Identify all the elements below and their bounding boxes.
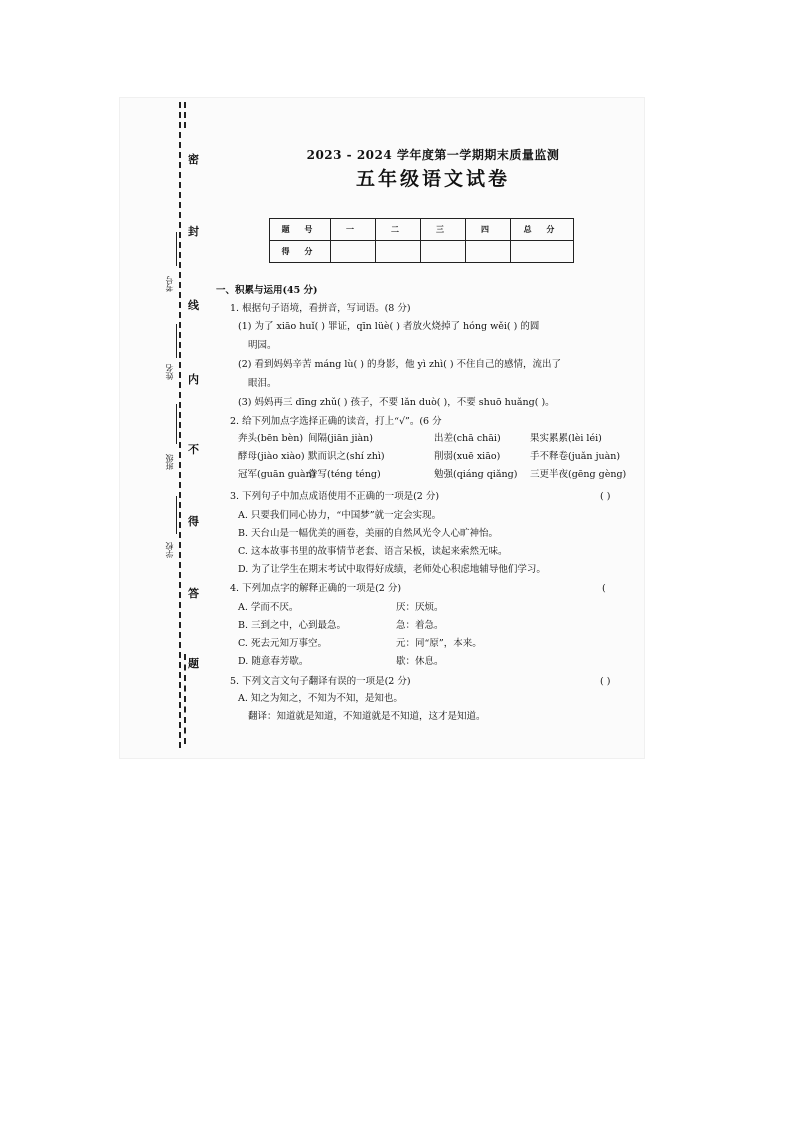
option-a: A. 学而不厌。 <box>238 602 299 613</box>
seal-line-bottom <box>184 654 186 744</box>
question-1-line: 明园。 <box>248 340 277 351</box>
option-c-meaning: 元：同“原”，本来。 <box>396 638 482 649</box>
score-table <box>269 218 574 263</box>
answer-paren[interactable]: ( ) <box>600 491 611 502</box>
option-a: A. 只要我们同心协力，“中国梦”就一定会实现。 <box>238 510 442 521</box>
pinyin-option[interactable]: 间隔(jiān jiàn) <box>308 433 373 444</box>
score-header-cell: 三 <box>421 219 466 241</box>
score-cell[interactable] <box>376 241 421 263</box>
score-header-cell: 总 分 <box>511 219 574 241</box>
question-1-line: 眼泪。 <box>248 378 277 389</box>
score-header-cell: 四 <box>466 219 511 241</box>
exam-title: 2023 - 2024 学年度第一学期期末质量监测 <box>306 148 560 162</box>
pinyin-option[interactable]: 默而识之(shí zhì) <box>308 451 385 462</box>
option-d: D. 为了让学生在期末考试中取得好成绩，老师处心积虑地辅导他们学习。 <box>238 564 546 575</box>
score-row-label: 得 分 <box>270 241 331 263</box>
field-class: 班级 <box>165 454 174 470</box>
pinyin-option[interactable]: 手不释卷(juǎn juàn) <box>530 451 621 462</box>
seal-char: 答 <box>188 587 199 600</box>
score-cell[interactable] <box>421 241 466 263</box>
score-cell[interactable] <box>331 241 376 263</box>
option-b-meaning: 急：着急。 <box>396 620 444 631</box>
score-header-cell: 一 <box>331 219 376 241</box>
field-school: 学校 <box>165 542 174 558</box>
pinyin-option[interactable]: 奔头(bēn bèn) <box>238 433 304 444</box>
pinyin-option[interactable]: 誊写(téng téng) <box>308 469 381 480</box>
score-cell[interactable] <box>511 241 574 263</box>
seal-char: 内 <box>188 373 199 386</box>
pinyin-option[interactable]: 勉强(qiáng qiǎng) <box>434 469 518 480</box>
field-name-line <box>176 324 177 358</box>
option-d-meaning: 歇：休息。 <box>396 656 444 667</box>
seal-char: 封 <box>188 225 199 238</box>
field-class-line <box>176 404 177 444</box>
translation: 翻译：知道就是知道，不知道就是不知道，这才是知道。 <box>248 711 486 722</box>
question-1-line: (1) 为了 xiāo huǐ( ) 罪证，qīn lüè( ) 者放火烧掉了 hóng wěi( ) 的圆 <box>238 321 540 332</box>
exam-page <box>120 98 644 758</box>
question-2-stem: 2. 给下列加点字选择正确的读音，打上“√”。(6 分 <box>230 416 442 427</box>
question-4-stem: 4. 下列加点字的解释正确的一项是(2 分) <box>230 583 402 594</box>
score-header-cell: 题 号 <box>270 219 331 241</box>
option-b: B. 天台山是一幅优美的画卷，美丽的自然风光令人心旷神怡。 <box>238 528 499 539</box>
option-a: A. 知之为知之，不知为不知，是知也。 <box>238 693 403 704</box>
section-heading: 一、积累与运用(45 分) <box>216 285 318 296</box>
pinyin-option[interactable]: 果实累累(lèi léi) <box>530 433 602 444</box>
question-3-stem: 3. 下列句子中加点成语使用不正确的一项是(2 分) <box>230 491 440 502</box>
option-a-meaning: 厌：厌烦。 <box>396 602 444 613</box>
field-school-line <box>176 496 177 534</box>
seal-char: 题 <box>188 657 199 670</box>
seal-line <box>179 102 181 748</box>
pinyin-option[interactable]: 三更半夜(gēng gèng) <box>530 469 627 480</box>
answer-paren[interactable]: ( <box>602 583 606 594</box>
exam-subtitle: 五年级语文试卷 <box>355 168 510 190</box>
option-b: B. 三到之中，心到最急。 <box>238 620 347 631</box>
field-exam-number: 考号 <box>165 276 174 292</box>
option-d: D. 随意春芳歇。 <box>238 656 309 667</box>
option-c: C. 这本故事书里的故事情节老套、语言呆板，读起来索然无味。 <box>238 546 508 557</box>
pinyin-option[interactable]: 冠军(guān guàn) <box>238 469 316 480</box>
seal-char: 密 <box>188 153 199 166</box>
seal-margin <box>120 98 200 758</box>
seal-char: 线 <box>188 299 199 312</box>
pinyin-option[interactable]: 酵母(jiào xiào) <box>238 451 305 462</box>
score-cell[interactable] <box>466 241 511 263</box>
seal-char: 不 <box>188 443 199 456</box>
option-c: C. 死去元知万事空。 <box>238 638 327 649</box>
question-1-line: (3) 妈妈再三 dīng zhǔ( ) 孩子，不要 lǎn duò( )，不要 shuō huǎng( )。 <box>238 397 555 408</box>
seal-char: 得 <box>188 515 199 528</box>
question-1-stem: 1. 根据句子语境，看拼音，写词语。(8 分) <box>230 303 411 314</box>
answer-paren[interactable]: ( ) <box>600 676 611 687</box>
field-exam-number-line <box>176 232 177 266</box>
question-2-options <box>238 430 638 484</box>
pinyin-option[interactable]: 出差(chā chāi) <box>434 433 501 444</box>
question-5-stem: 5. 下列文言文句子翻译有误的一项是(2 分) <box>230 676 411 687</box>
field-name: 姓名 <box>165 364 174 380</box>
question-1-line: (2) 看到妈妈辛苦 máng lù( ) 的身影，他 yì zhì( ) 不住自己的感情，流出了 <box>238 359 562 370</box>
pinyin-option[interactable]: 削弱(xuē xiāo) <box>434 451 501 462</box>
score-header-cell: 二 <box>376 219 421 241</box>
seal-line-top <box>184 102 186 128</box>
